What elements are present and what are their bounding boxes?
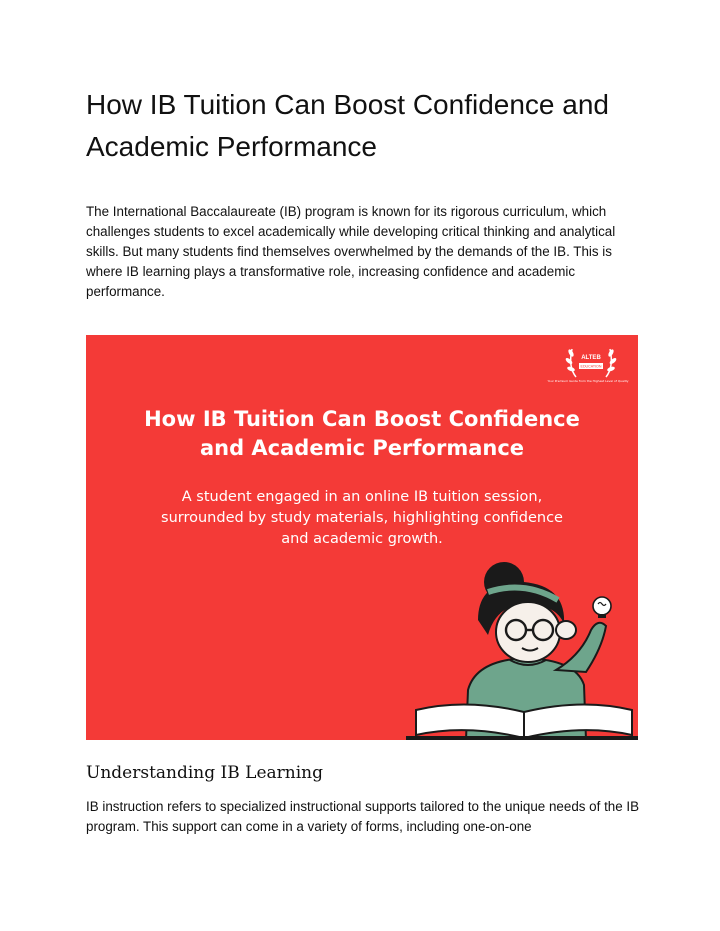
banner-subtitle-line: and academic growth. [281,531,443,547]
banner-subtitle [86,487,638,550]
logo-text: ALTEB [581,355,601,361]
banner-subtitle-line: surrounded by study materials, highlighting confidence [161,510,563,526]
banner-subtitle-line: A student engaged in an online IB tuition session, [181,489,543,505]
banner-title-line: and Academic Performance [199,436,525,460]
banner-title-line: How IB Tuition Can Boost Confidence [144,407,580,431]
section-paragraph: IB instruction refers to specialized instructional supports tailored to the unique needs of the IB program. This support can come in a variety of forms, including one-on-one [86,799,640,834]
article-title: How IB Tuition Can Boost Confidence and Academic Performance [86,89,609,162]
article-banner-image [86,335,638,740]
student-illustration-icon [406,560,638,740]
intro-paragraph: The International Baccalaureate (IB) program is known for its rigorous curriculum, which challenges students to excel academically while developing critical thinking and analytical skills. But many students find themselves overwhelmed by the demands of the IB. This is where IB learning plays a transformative role, increasing confidence and academic performance. [86,204,616,299]
section-heading: Understanding IB Learning [86,763,323,783]
logo-tagline: Your Premium Guide from the Highest Level of Quality [547,379,629,383]
logo-subtext: EDUCATION [580,364,602,369]
banner-title [86,405,638,463]
